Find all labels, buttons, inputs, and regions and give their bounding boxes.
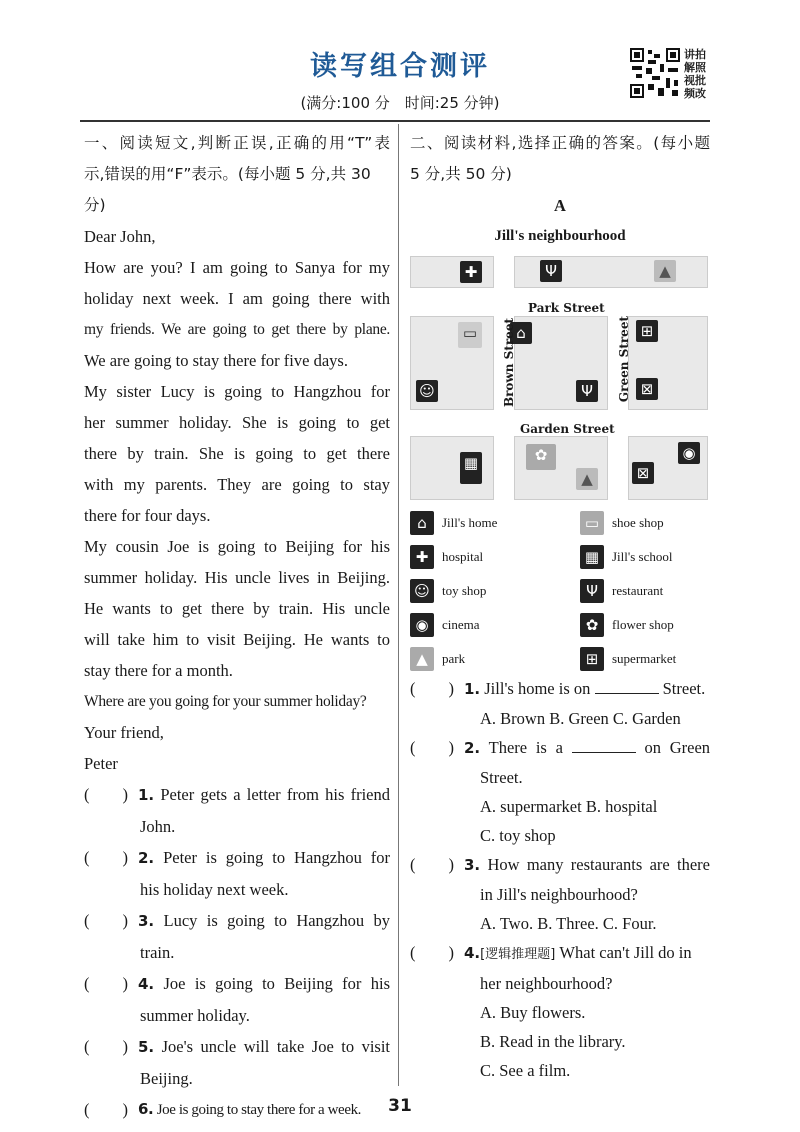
letter-line: with my parents. They are going to stay [84, 475, 390, 494]
school-icon: ▦ [580, 545, 604, 569]
toy-shop-icon: ☺ [410, 579, 434, 603]
neighbourhood-map [410, 256, 710, 488]
hospital-icon: ✚ [460, 261, 482, 283]
answer-blank[interactable]: ( ) [84, 785, 128, 804]
restaurant-icon: Ψ [576, 380, 598, 402]
fill-in-blank[interactable] [595, 679, 659, 694]
qr-label: 讲拍解照视批频改 [684, 48, 706, 100]
letter-line: Where are you going for your summer holiday? [84, 693, 367, 710]
right-column [410, 128, 710, 1085]
letter-line: My sister Lucy is going to Hangzhou for [84, 382, 390, 401]
letter [84, 221, 390, 779]
street-label-brown: Brown Street [502, 318, 516, 408]
legend-item: ◉ cinema [410, 612, 580, 638]
library-icon: ⊠ [636, 378, 658, 400]
top-divider [80, 120, 710, 122]
map-title: Jill's neighbourhood [494, 228, 626, 244]
legend-item: Ψ restaurant [580, 578, 710, 604]
fill-in-blank[interactable] [572, 738, 636, 753]
flower-shop-icon: ✿ [580, 613, 604, 637]
question-r1: ( ) 1. Jill's home is on Street. A. Brown B. Green C. Garden [410, 674, 710, 733]
home-icon: ⌂ [510, 322, 532, 344]
section2-instruction-line1: 二、阅读材料,选择正确的答案。(每小题 [410, 134, 710, 152]
question-r3: ( ) 3. How many restaurants are there in Jill's neighbourhood? A. Two. B. Three. C. Four. [410, 850, 710, 938]
supermarket-icon: ⊞ [580, 647, 604, 671]
letter-line: holiday next week. I am going there with [84, 289, 390, 308]
flower-shop-icon: ✿ [526, 444, 556, 470]
street-label-green: Green Street [617, 316, 631, 403]
question-1: ( ) 1. Peter gets a letter from his friend John. [84, 779, 390, 842]
legend-item: ⊞ supermarket [580, 646, 710, 672]
answer-blank[interactable]: ( ) [84, 1037, 128, 1056]
park-icon: ▲ [410, 647, 434, 671]
legend-item: ▲ park [410, 646, 580, 672]
legend-item: ✿ flower shop [580, 612, 710, 638]
park-icon: ▲ [576, 468, 598, 490]
question-tag: [逻辑推理题] [480, 947, 556, 962]
letter-line: How are you? I am going to Sanya for my [84, 258, 390, 277]
section1-instruction-line1: 一、阅读短文,判断正误,正确的用“T”表 [84, 134, 390, 152]
letter-line: there by train. She is going to get there [84, 444, 390, 463]
left-column [84, 128, 390, 1126]
question-5: ( ) 5. Joe's uncle will take Joe to visit Beijing. [84, 1031, 390, 1094]
page-title: 读写组合测评 [310, 51, 490, 82]
restaurant-icon: Ψ [580, 579, 604, 603]
park-icon: ▲ [654, 260, 676, 282]
restaurant-icon: Ψ [540, 260, 562, 282]
library-icon: ⊠ [632, 462, 654, 484]
street-label-park: Park Street [528, 301, 605, 315]
answer-blank[interactable]: ( ) [84, 1100, 128, 1119]
letter-line: will take him to visit Beijing. He wants to [84, 630, 390, 649]
letter-line: Peter [84, 754, 118, 773]
question-2: ( ) 2. Peter is going to Hangzhou for his holiday next week. [84, 842, 390, 905]
letter-line: He wants to get there by train. His uncle [84, 599, 390, 618]
part-label: A [554, 196, 566, 215]
shoe-shop-icon: ▭ [580, 511, 604, 535]
cinema-icon: ◉ [410, 613, 434, 637]
letter-line: her summer holiday. She is going to get [84, 413, 390, 432]
legend-item: ☺ toy shop [410, 578, 580, 604]
answer-blank[interactable]: ( ) [84, 911, 128, 930]
letter-line: summer holiday. His uncle lives in Beijing. [84, 568, 390, 587]
section2-instruction-line2: 5 分,共 50 分) [410, 165, 512, 183]
answer-blank[interactable]: ( ) [410, 738, 454, 757]
legend-item: ▦ Jill's school [580, 544, 710, 570]
letter-line: My cousin Joe is going to Beijing for his [84, 537, 390, 556]
letter-line: Your friend, [84, 723, 164, 742]
qr-code-icon[interactable] [628, 46, 682, 100]
question-r2: ( ) 2. There is a on Green Street. A. supermarket B. hospital C. toy shop [410, 733, 710, 850]
toy-shop-icon: ☺ [416, 380, 438, 402]
answer-blank[interactable]: ( ) [410, 679, 454, 698]
letter-line: Dear John, [84, 227, 156, 246]
shoe-shop-icon: ▭ [458, 322, 482, 348]
answer-blank[interactable]: ( ) [84, 974, 128, 993]
question-6: ( ) 6. Joe is going to stay there for a week. [84, 1094, 390, 1126]
question-r4: ( ) 4.[逻辑推理题] What can't Jill do in her neighbourhood? A. Buy flowers. B. Read in the library. C. See a film. [410, 938, 710, 1085]
legend-item: ✚ hospital [410, 544, 580, 570]
question-4: ( ) 4. Joe is going to Beijing for his summer holiday. [84, 968, 390, 1031]
page-number: 31 [388, 1096, 412, 1116]
page-subtitle: (满分:100 分 时间:25 分钟) [300, 94, 500, 112]
school-icon: ▦ [460, 452, 482, 484]
home-icon: ⌂ [410, 511, 434, 535]
letter-line: stay there for a month. [84, 661, 233, 680]
section1-instruction-line2: 示,错误的用“F”表示。(每小题 5 分,共 30 分) [84, 165, 371, 214]
question-3: ( ) 3. Lucy is going to Hangzhou by train. [84, 905, 390, 968]
answer-blank[interactable]: ( ) [84, 848, 128, 867]
letter-line: We are going to stay there for five days. [84, 351, 348, 370]
hospital-icon: ✚ [410, 545, 434, 569]
legend-item: ⌂ Jill's home [410, 510, 580, 536]
answer-blank[interactable]: ( ) [410, 943, 454, 962]
column-divider [398, 124, 399, 1086]
map-legend [410, 510, 710, 672]
supermarket-icon: ⊞ [636, 320, 658, 342]
street-label-garden: Garden Street [520, 422, 615, 436]
legend-item: ▭ shoe shop [580, 510, 710, 536]
answer-blank[interactable]: ( ) [410, 855, 454, 874]
letter-line: there for four days. [84, 506, 211, 525]
cinema-icon: ◉ [678, 442, 700, 464]
letter-line: my friends. We are going to get there by plane. [84, 321, 390, 338]
